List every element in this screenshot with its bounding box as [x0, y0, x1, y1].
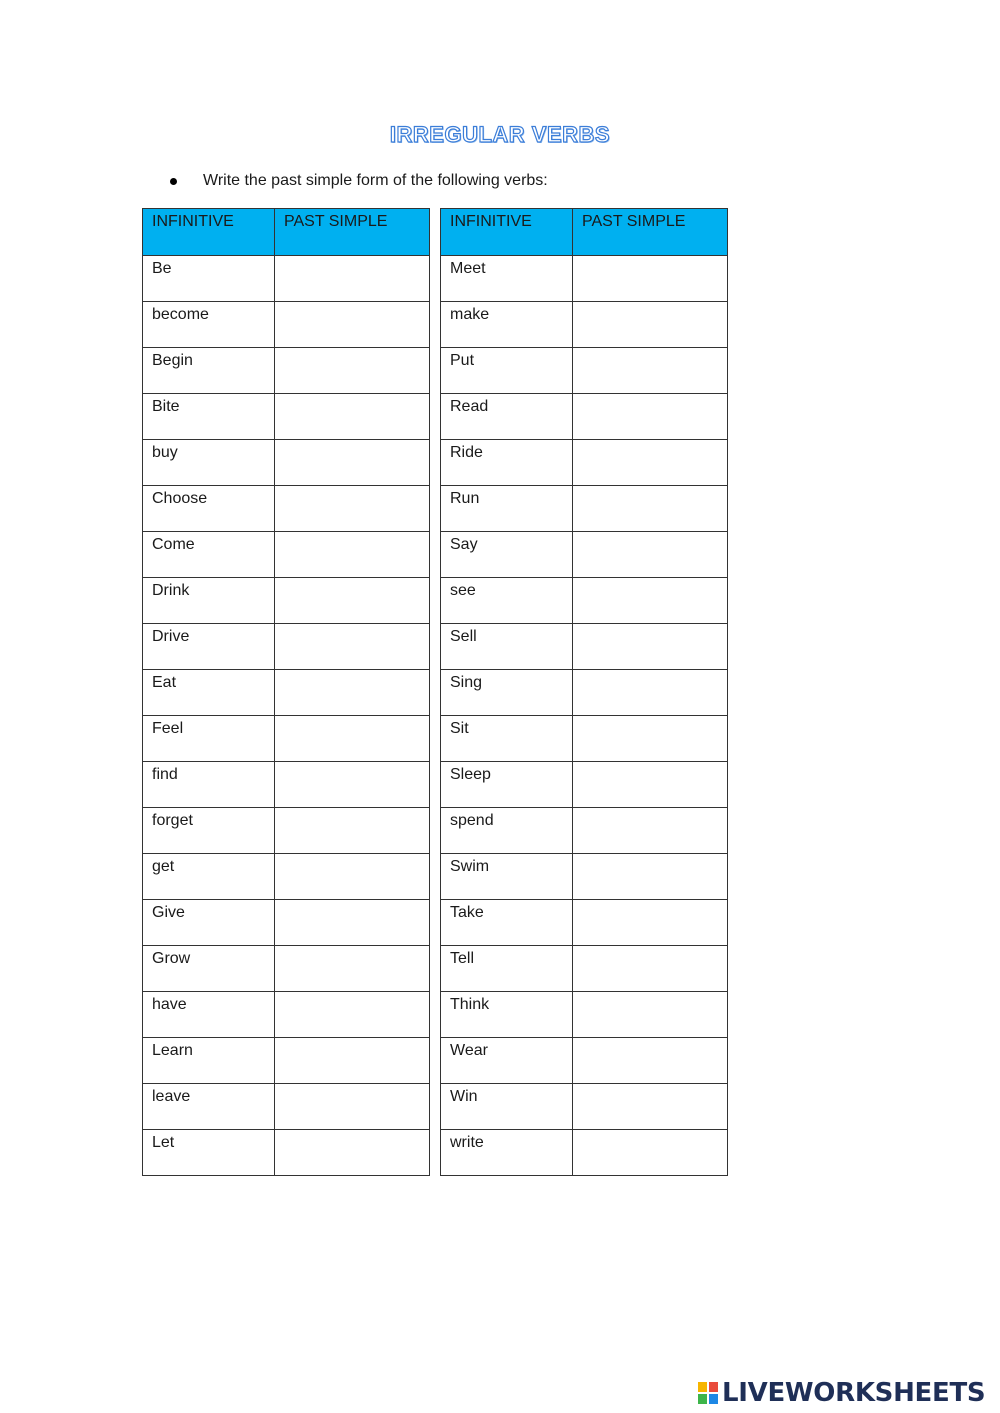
verb-label: have [152, 996, 187, 1013]
infinitive-cell [143, 624, 275, 670]
infinitive-cell [441, 900, 573, 946]
infinitive-cell [143, 440, 275, 486]
past-simple-answer-cell[interactable] [275, 624, 430, 670]
table-row [441, 256, 728, 302]
infinitive-cell [441, 486, 573, 532]
table-row [441, 578, 728, 624]
instruction-text: Write the past simple form of the following verbs: [203, 172, 548, 189]
past-simple-answer-cell[interactable] [275, 992, 430, 1038]
verb-label: Wear [450, 1042, 488, 1059]
table-row [441, 946, 728, 992]
verb-label: buy [152, 444, 178, 461]
header-infinitive: INFINITIVE [441, 209, 573, 256]
table-row [441, 762, 728, 808]
infinitive-cell [143, 992, 275, 1038]
infinitive-cell [441, 532, 573, 578]
table-row [143, 1038, 430, 1084]
infinitive-cell [441, 624, 573, 670]
verb-label: Say [450, 536, 478, 553]
table-row [143, 624, 430, 670]
verb-label: Drive [152, 628, 190, 645]
table-row [143, 532, 430, 578]
table-row [143, 256, 430, 302]
verb-label: Bite [152, 398, 180, 415]
verbs-table-left [142, 208, 430, 1176]
bullet-icon [170, 178, 177, 185]
verb-label: make [450, 306, 490, 323]
table-row [441, 624, 728, 670]
table-row [143, 854, 430, 900]
verb-label: Meet [450, 260, 486, 277]
logo-mark-icon [697, 1381, 719, 1405]
infinitive-cell [441, 578, 573, 624]
past-simple-answer-cell[interactable] [275, 808, 430, 854]
infinitive-cell [441, 1130, 573, 1176]
past-simple-answer-cell[interactable] [573, 256, 728, 302]
verb-label: spend [450, 812, 494, 829]
table-row [441, 1084, 728, 1130]
past-simple-answer-cell[interactable] [573, 716, 728, 762]
past-simple-answer-cell[interactable] [573, 394, 728, 440]
infinitive-cell [143, 578, 275, 624]
verb-label: Begin [152, 352, 193, 369]
past-simple-answer-cell[interactable] [275, 1130, 430, 1176]
verb-label: Learn [152, 1042, 193, 1059]
table-row [143, 1084, 430, 1130]
table-row [441, 900, 728, 946]
table-header-row [143, 209, 430, 256]
infinitive-cell [143, 394, 275, 440]
table-row [143, 946, 430, 992]
table-row [441, 808, 728, 854]
verb-label: forget [152, 812, 193, 829]
past-simple-answer-cell[interactable] [275, 302, 430, 348]
table-row [441, 348, 728, 394]
infinitive-cell [441, 1084, 573, 1130]
verb-label: Give [152, 904, 185, 921]
verb-label: Read [450, 398, 489, 415]
verb-label: Grow [152, 950, 191, 967]
infinitive-cell [143, 900, 275, 946]
verb-label: Ride [450, 444, 483, 461]
table-row [441, 670, 728, 716]
infinitive-cell [143, 348, 275, 394]
verb-label: get [152, 858, 175, 875]
infinitive-cell [441, 992, 573, 1038]
verb-label: Sit [450, 720, 469, 737]
table-row [143, 900, 430, 946]
past-simple-answer-cell[interactable] [275, 256, 430, 302]
past-simple-answer-cell[interactable] [573, 900, 728, 946]
table-row [441, 486, 728, 532]
past-simple-answer-cell[interactable] [275, 440, 430, 486]
table-row [143, 486, 430, 532]
table-row [441, 302, 728, 348]
past-simple-answer-cell[interactable] [275, 716, 430, 762]
infinitive-cell [441, 256, 573, 302]
logo-square [697, 1381, 708, 1393]
past-simple-answer-cell[interactable] [573, 1130, 728, 1176]
table-row [441, 854, 728, 900]
verb-label: Swim [450, 858, 490, 875]
logo-square [708, 1381, 719, 1393]
infinitive-cell [441, 808, 573, 854]
past-simple-answer-cell[interactable] [573, 302, 728, 348]
logo-square [708, 1393, 719, 1405]
verb-label: see [450, 582, 476, 599]
infinitive-cell [441, 302, 573, 348]
past-simple-answer-cell[interactable] [573, 670, 728, 716]
verb-label: Sell [450, 628, 477, 645]
past-simple-answer-cell[interactable] [275, 854, 430, 900]
verb-label: Put [450, 352, 475, 369]
header-past-simple: PAST SIMPLE [275, 209, 430, 256]
infinitive-cell [143, 256, 275, 302]
table-row [143, 808, 430, 854]
table-row [441, 440, 728, 486]
verb-label: find [152, 766, 178, 783]
infinitive-cell [143, 1084, 275, 1130]
infinitive-cell [143, 1038, 275, 1084]
past-simple-answer-cell[interactable] [573, 992, 728, 1038]
past-simple-answer-cell[interactable] [275, 394, 430, 440]
past-simple-answer-cell[interactable] [275, 532, 430, 578]
past-simple-answer-cell[interactable] [275, 762, 430, 808]
infinitive-cell [441, 348, 573, 394]
liveworksheets-logo [697, 1378, 985, 1408]
infinitive-cell [143, 670, 275, 716]
past-simple-answer-cell[interactable] [573, 854, 728, 900]
table-row [441, 1130, 728, 1176]
verb-label: Sing [450, 674, 483, 691]
past-simple-answer-cell[interactable] [275, 670, 430, 716]
table-row [441, 532, 728, 578]
verb-label: Sleep [450, 766, 491, 783]
table-row [143, 578, 430, 624]
infinitive-cell [441, 1038, 573, 1084]
past-simple-answer-cell[interactable] [275, 900, 430, 946]
header-infinitive: INFINITIVE [143, 209, 275, 256]
infinitive-cell [143, 302, 275, 348]
infinitive-cell [143, 762, 275, 808]
table-row [143, 302, 430, 348]
infinitive-cell [441, 670, 573, 716]
verb-label: Come [152, 536, 195, 553]
table-row [441, 716, 728, 762]
table-row [143, 762, 430, 808]
header-past-simple: PAST SIMPLE [573, 209, 728, 256]
infinitive-cell [441, 854, 573, 900]
infinitive-cell [441, 716, 573, 762]
past-simple-answer-cell[interactable] [275, 946, 430, 992]
infinitive-cell [143, 808, 275, 854]
past-simple-answer-cell[interactable] [275, 486, 430, 532]
table-row [143, 440, 430, 486]
verb-label: Take [450, 904, 484, 921]
infinitive-cell [441, 762, 573, 808]
past-simple-answer-cell[interactable] [573, 1084, 728, 1130]
verb-label: Let [152, 1134, 175, 1151]
past-simple-answer-cell[interactable] [573, 532, 728, 578]
past-simple-answer-cell[interactable] [573, 762, 728, 808]
verb-label: Feel [152, 720, 184, 737]
table-row [143, 348, 430, 394]
verb-label: write [450, 1134, 484, 1151]
verb-label: Tell [450, 950, 475, 967]
infinitive-cell [143, 716, 275, 762]
instruction [170, 172, 548, 190]
past-simple-answer-cell[interactable] [275, 1084, 430, 1130]
infinitive-cell [143, 486, 275, 532]
verb-label: Run [450, 490, 480, 507]
verb-label: become [152, 306, 209, 323]
infinitive-cell [441, 440, 573, 486]
table-row [441, 394, 728, 440]
verb-label: Be [152, 260, 172, 277]
page-title: IRREGULAR VERBS [389, 122, 611, 147]
past-simple-answer-cell[interactable] [573, 348, 728, 394]
past-simple-answer-cell[interactable] [573, 624, 728, 670]
past-simple-answer-cell[interactable] [275, 1038, 430, 1084]
past-simple-answer-cell[interactable] [573, 946, 728, 992]
infinitive-cell [143, 854, 275, 900]
table-row [441, 992, 728, 1038]
verb-label: Drink [152, 582, 190, 599]
infinitive-cell [441, 394, 573, 440]
table-row [143, 716, 430, 762]
infinitive-cell [143, 1130, 275, 1176]
past-simple-answer-cell[interactable] [573, 440, 728, 486]
table-row [143, 394, 430, 440]
past-simple-answer-cell[interactable] [573, 486, 728, 532]
table-row [143, 992, 430, 1038]
table-header-row [441, 209, 728, 256]
past-simple-answer-cell[interactable] [573, 578, 728, 624]
verb-label: Win [450, 1088, 478, 1105]
table-row [143, 1130, 430, 1176]
verb-label: Eat [152, 674, 177, 691]
past-simple-answer-cell[interactable] [573, 1038, 728, 1084]
logo-square [697, 1393, 708, 1405]
past-simple-answer-cell[interactable] [573, 808, 728, 854]
infinitive-cell [143, 532, 275, 578]
past-simple-answer-cell[interactable] [275, 578, 430, 624]
verb-label: Think [450, 996, 490, 1013]
verbs-table-right [440, 208, 728, 1176]
infinitive-cell [143, 946, 275, 992]
verb-label: Choose [152, 490, 208, 507]
past-simple-answer-cell[interactable] [275, 348, 430, 394]
infinitive-cell [441, 946, 573, 992]
table-row [441, 1038, 728, 1084]
verb-label: leave [152, 1088, 191, 1105]
table-row [143, 670, 430, 716]
logo-text: LIVEWORKSHEETS [722, 1378, 986, 1408]
